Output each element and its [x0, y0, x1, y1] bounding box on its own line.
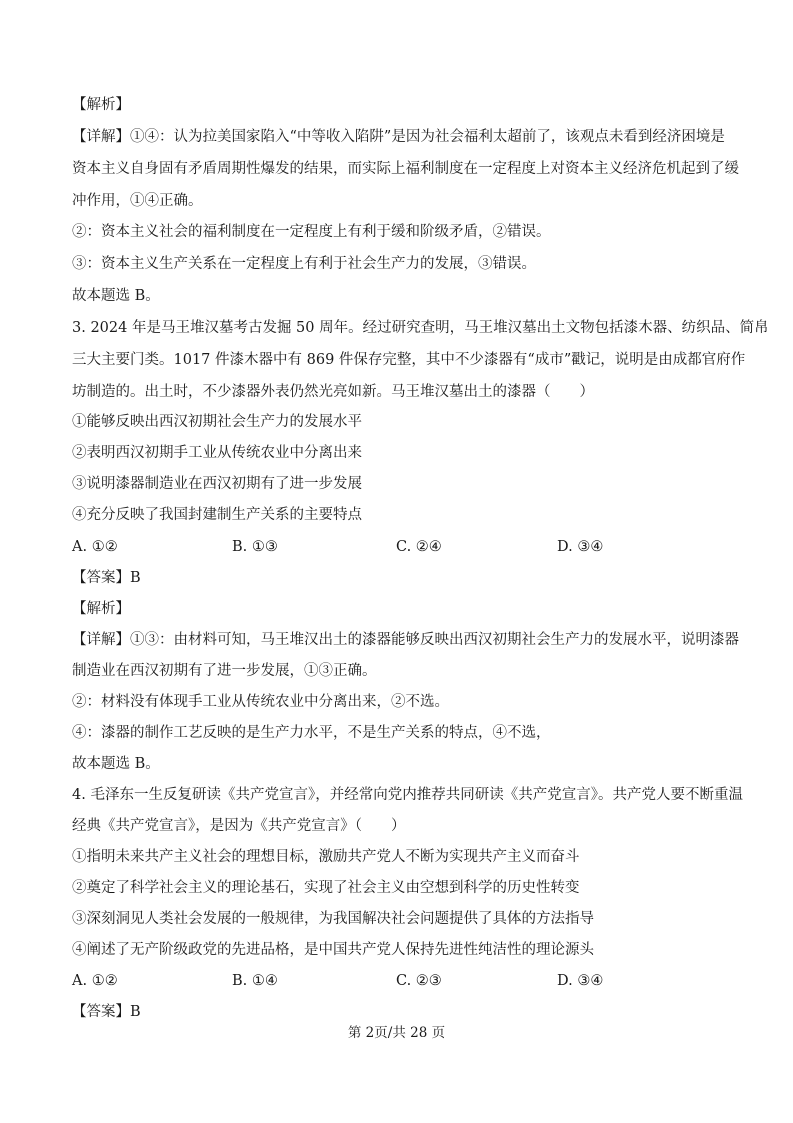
question-3-option-b: B. ①③	[232, 539, 278, 555]
detail-line: ②：资本主义社会的福利制度在一定程度上有利于缓和阶级矛盾，②错误。	[72, 224, 551, 240]
detail-line: 冲作用，①④正确。	[72, 193, 203, 209]
detail-line: 【详解】①④：认为拉美国家陷入“中等收入陷阱”是因为社会福利太超前了，该观点未看到经济困境是	[72, 129, 725, 145]
question-3-statement: ④充分反映了我国封建制生产关系的主要特点	[72, 507, 362, 523]
question-4-stem: 经典《共产党宣言》，是因为《共产党宣言》（ ）	[72, 818, 406, 834]
question-4-option-b: B. ①④	[232, 973, 278, 989]
question-3-stem: 坊制造的。出土时，不少漆器外表仍然光亮如新。马王堆汉墓出土的漆器（ ）	[72, 384, 594, 400]
detail-line: ②：材料没有体现手工业从传统农业中分离出来，②不选。	[72, 694, 449, 710]
question-3-statement: ③说明漆器制造业在西汉初期有了进一步发展	[72, 476, 362, 492]
question-3-option-a: A. ①②	[72, 539, 118, 555]
detail-line: 制造业在西汉初期有了进一步发展，①③正确。	[72, 663, 377, 679]
question-3-statement: ①能够反映出西汉初期社会生产力的发展水平	[72, 414, 362, 430]
conclusion-line: 故本题选 B。	[72, 288, 160, 304]
question-3-option-c: C. ②④	[396, 539, 442, 555]
question-4-statement: ④阐述了无产阶级政党的先进品格，是中国共产党人保持先进性纯洁性的理论源头	[72, 942, 594, 958]
question-4-statement: ③深刻洞见人类社会发展的一般规律，为我国解决社会问题提供了具体的方法指导	[72, 911, 594, 927]
analysis-heading: 【解析】	[72, 601, 130, 617]
question-4-answer: 【答案】B	[72, 1004, 141, 1020]
question-4-stem: 4. 毛泽东一生反复研读《共产党宣言》，并经常向党内推荐共同研读《共产党宣言》。共产党人要不断重温	[72, 787, 743, 803]
question-3-stem: 三大主要门类。1017 件漆木器中有 869 件保存完整，其中不少漆器有“成市”戳记，说明是由成都官府作	[72, 352, 746, 368]
question-3-answer: 【答案】B	[72, 570, 141, 586]
question-4-option-a: A. ①②	[72, 973, 118, 989]
detail-line: ③：资本主义生产关系在一定程度上有利于社会生产力的发展，③错误。	[72, 256, 536, 272]
question-4-option-d: D. ③④	[557, 973, 604, 989]
question-4-statement: ②奠定了科学社会主义的理论基石，实现了社会主义由空想到科学的历史性转变	[72, 880, 580, 896]
question-3-stem: 3. 2024 年是马王堆汉墓考古发掘 50 周年。经过研究查明，马王堆汉墓出土文物包括漆木器、纺织品、简帛	[72, 320, 769, 336]
question-3-statement: ②表明西汉初期手工业从传统农业中分离出来	[72, 445, 362, 461]
analysis-heading: 【解析】	[72, 97, 130, 113]
detail-line: 资本主义自身固有矛盾周期性爆发的结果，而实际上福利制度在一定程度上对资本主义经济危机起到了缓	[72, 161, 739, 177]
detail-line: 【详解】①③：由材料可知，马王堆汉出土的漆器能够反映出西汉初期社会生产力的发展水平，说明漆器	[72, 632, 739, 648]
page-footer: 第 2页/共 28 页	[347, 1025, 446, 1041]
question-4-statement: ①指明未来共产主义社会的理想目标，激励共产党人不断为实现共产主义而奋斗	[72, 849, 580, 865]
question-4-option-c: C. ②③	[396, 973, 442, 989]
conclusion-line: 故本题选 B。	[72, 756, 160, 772]
question-3-option-d: D. ③④	[557, 539, 604, 555]
detail-line: ④：漆器的制作工艺反映的是生产力水平，不是生产关系的特点，④不选，	[72, 725, 551, 741]
